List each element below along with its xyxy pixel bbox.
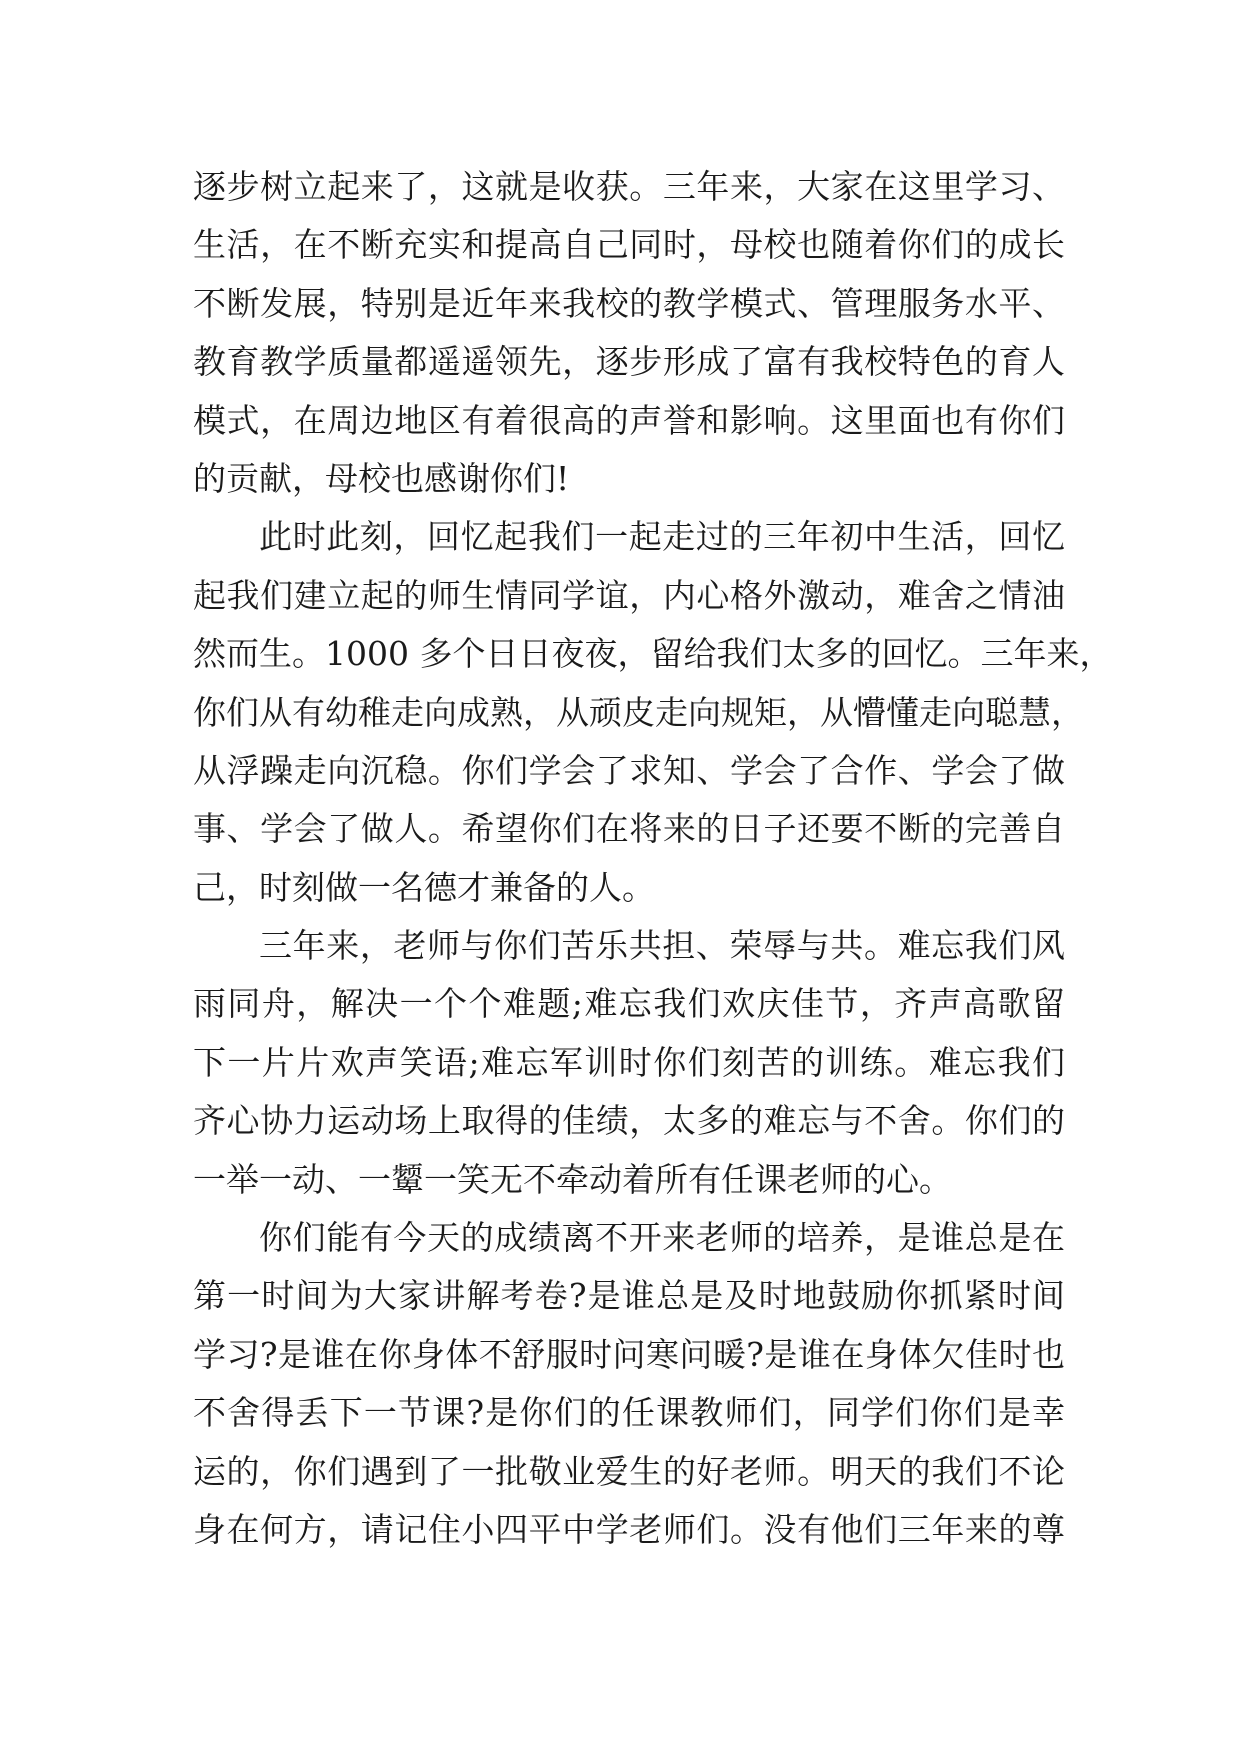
text-line: 你们从有幼稚走向成熟，从顽皮走向规矩，从懵懂走向聪慧， [193, 692, 1084, 732]
text-line: 不舍得丢下一节课?是你们的任课教师们，同学们你们是幸 [193, 1393, 1065, 1433]
paragraph-2 [193, 508, 1113, 917]
paragraph-3 [193, 917, 1065, 1209]
text-line: 的贡献，母校也感谢你们! [193, 458, 570, 498]
text-line: 齐心协力运动场上取得的佳绩，太多的难忘与不舍。你们的 [193, 1101, 1065, 1141]
text-line: 模式，在周边地区有着很高的声誉和影响。这里面也有你们 [193, 400, 1065, 440]
text-line: 不断发展，特别是近年来我校的教学模式、管理服务水平、 [193, 283, 1065, 323]
text-line: 此时此刻，回忆起我们一起走过的三年初中生活，回忆 [259, 517, 1065, 557]
text-line: 事、学会了做人。希望你们在将来的日子还要不断的完善自 [193, 809, 1065, 849]
text-line: 学习?是谁在你身体不舒服时问寒问暖?是谁在身体欠佳时也 [193, 1334, 1065, 1374]
text-line: 起我们建立起的师生情同学谊，内心格外激动，难舍之情油 [193, 575, 1065, 615]
text-line: 从浮躁走向沉稳。你们学会了求知、学会了合作、学会了做 [193, 750, 1065, 790]
text-line: 逐步树立起来了，这就是收获。三年来，大家在这里学习、 [193, 167, 1065, 206]
paragraph-4 [193, 1209, 1065, 1559]
text-line: 三年来，老师与你们苦乐共担、荣辱与共。难忘我们风 [259, 926, 1065, 966]
text-line: 生活，在不断充实和提高自己同时，母校也随着你们的成长 [193, 225, 1065, 265]
paragraph-1 [193, 158, 1065, 508]
body-text [193, 158, 1113, 1559]
text-line: 然而生。1000 多个日日夜夜，留给我们太多的回忆。三年来， [193, 634, 1113, 674]
text-line: 下一片片欢声笑语;难忘军训时你们刻苦的训练。难忘我们 [193, 1042, 1065, 1082]
text-line: 雨同舟，解决一个个难题;难忘我们欢庆佳节，齐声高歌留 [193, 984, 1065, 1024]
text-line: 己，时刻做一名德才兼备的人。 [193, 867, 655, 907]
text-line: 一举一动、一颦一笑无不牵动着所有任课老师的心。 [193, 1159, 952, 1199]
text-line: 教育教学质量都遥遥领先，逐步形成了富有我校特色的育人 [193, 342, 1065, 382]
text-line: 第一时间为大家讲解考卷?是谁总是及时地鼓励你抓紧时间 [193, 1276, 1065, 1316]
text-line: 你们能有今天的成绩离不开来老师的培养，是谁总是在 [259, 1218, 1065, 1258]
text-line: 运的，你们遇到了一批敬业爱生的好老师。明天的我们不论 [193, 1451, 1065, 1491]
text-line: 身在何方，请记住小四平中学老师们。没有他们三年来的尊 [193, 1509, 1065, 1549]
